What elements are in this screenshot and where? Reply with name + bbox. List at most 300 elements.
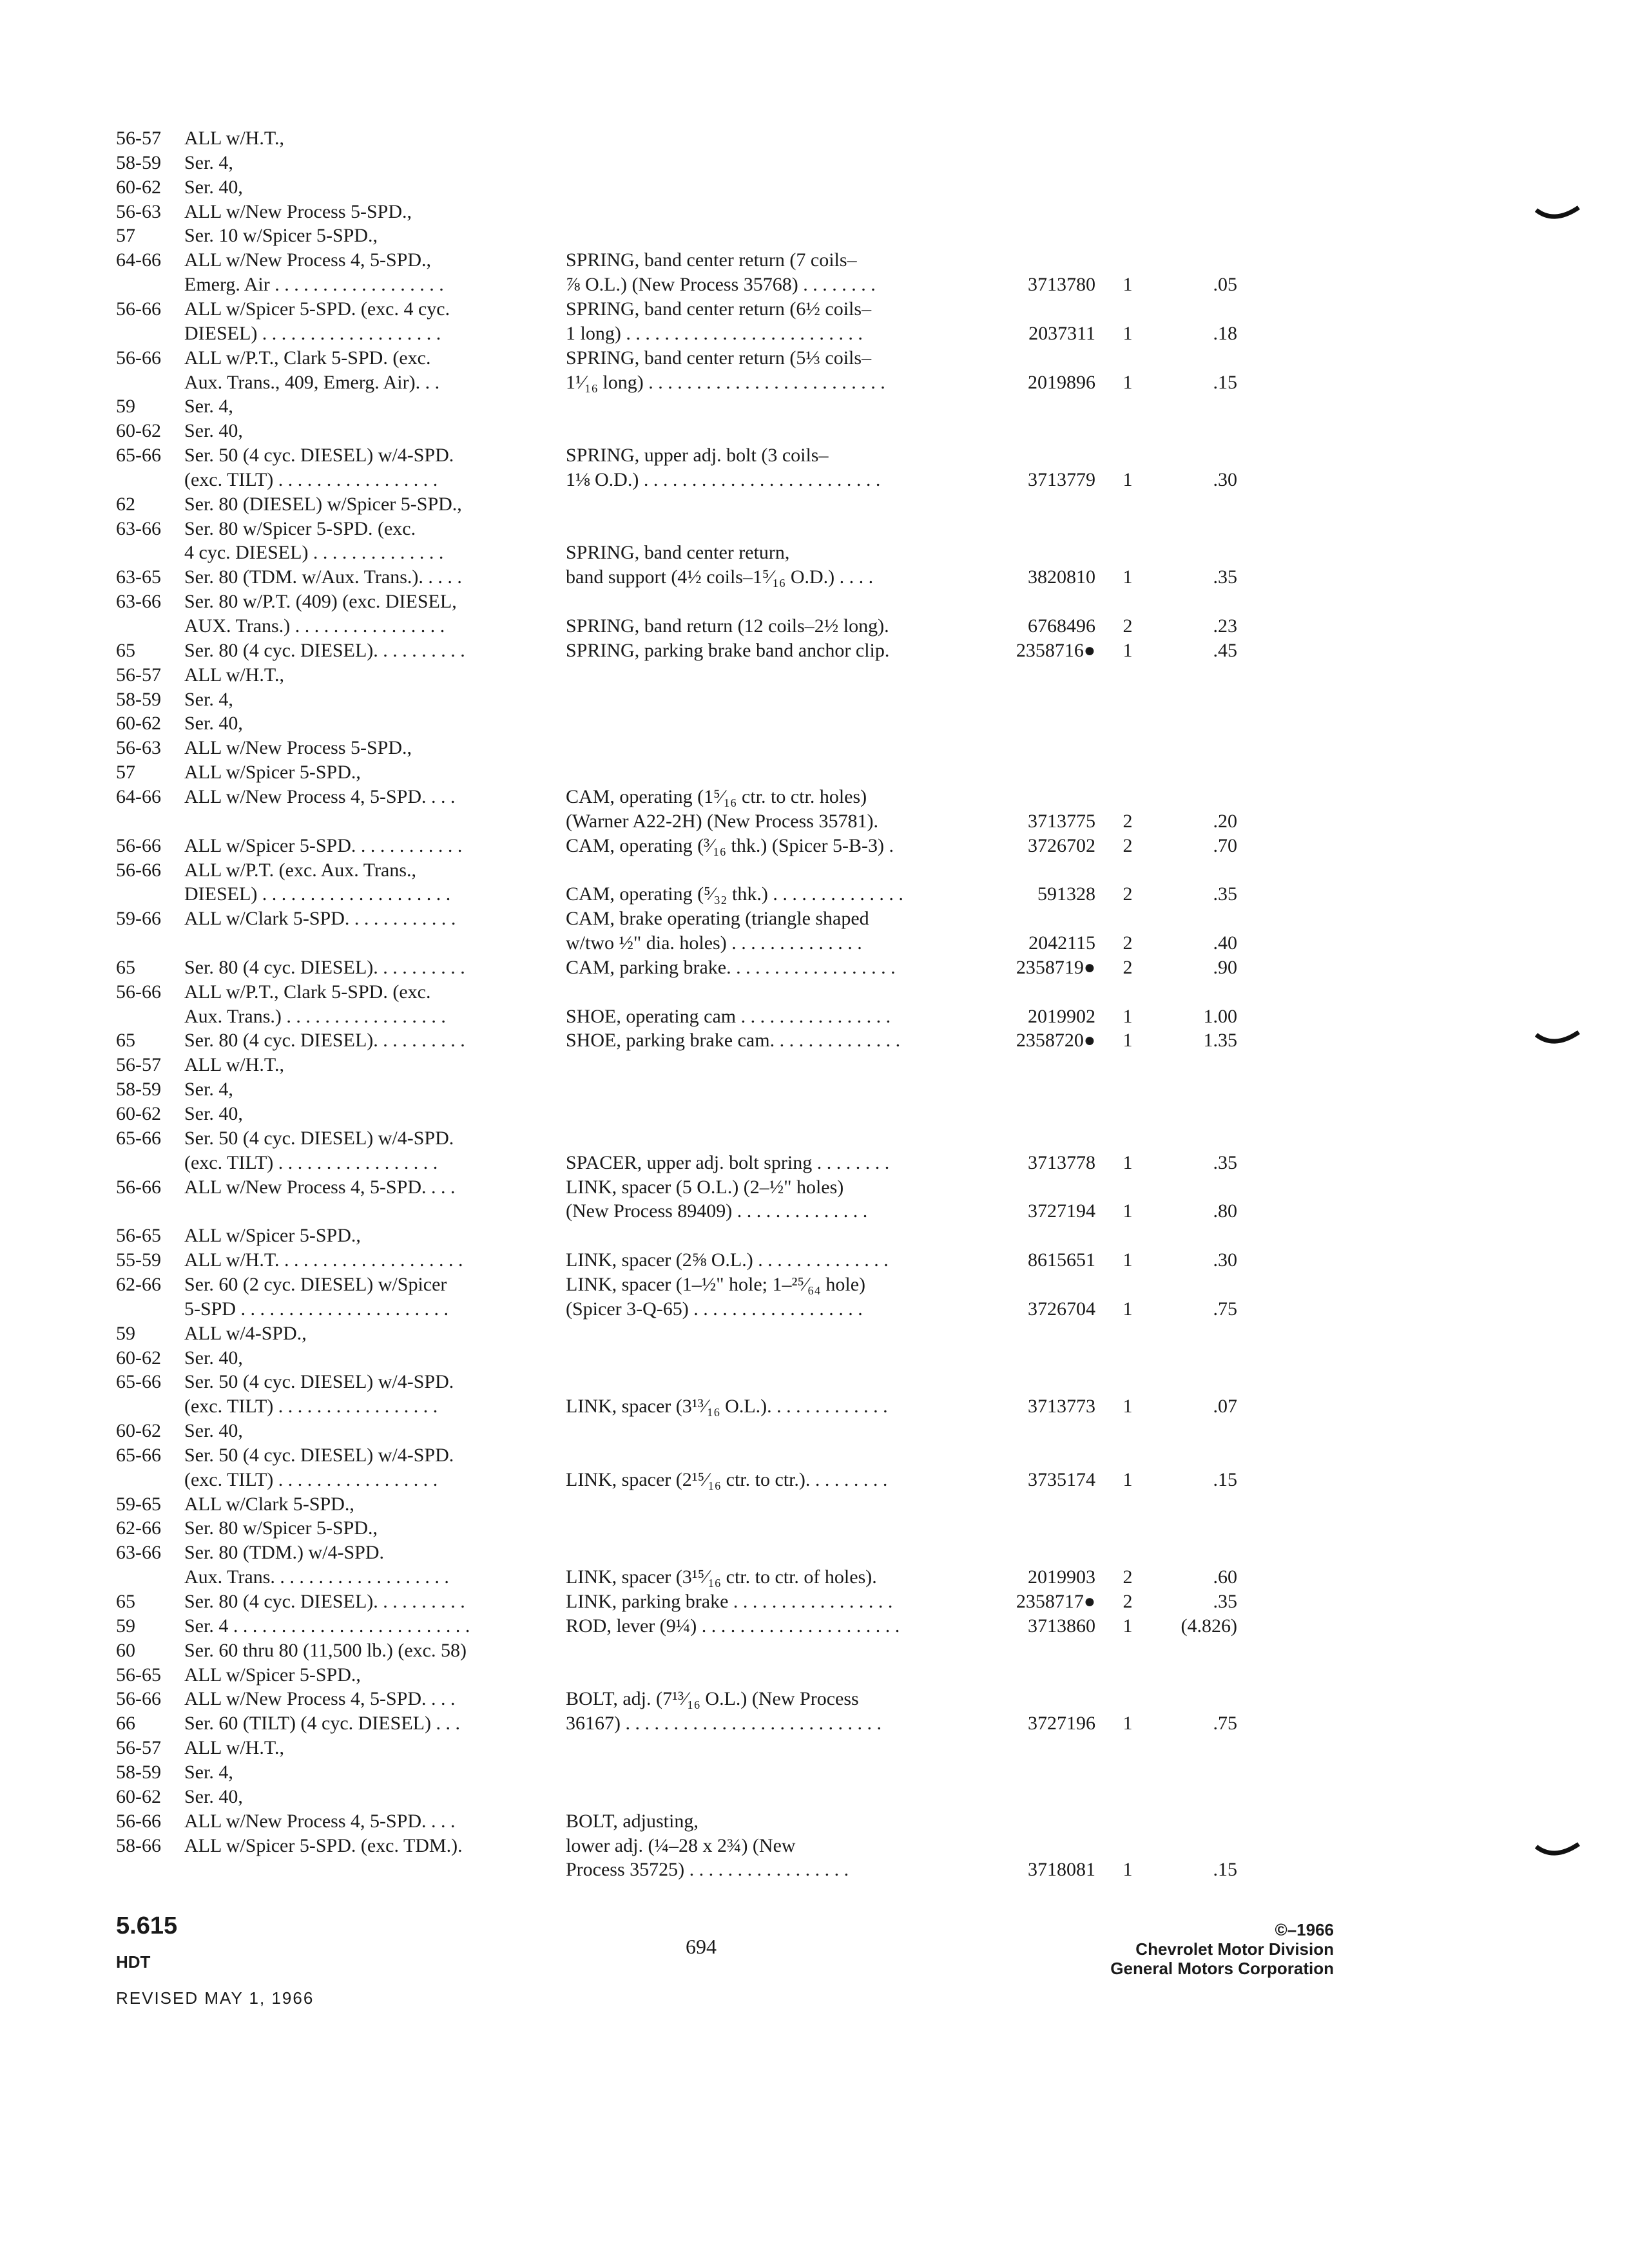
table-row xyxy=(0,370,1629,394)
application-cell: Ser. 50 (4 cyc. DIESEL) w/4-SPD. xyxy=(184,1371,454,1393)
model-year-cell: 56-57 xyxy=(116,664,161,686)
application-cell: Ser. 60 thru 80 (11,500 lb.) (exc. 58) xyxy=(184,1639,467,1661)
quantity-cell: 2 xyxy=(1123,956,1133,978)
model-year-cell: 60-62 xyxy=(116,176,161,198)
application-cell: ALL w/P.T., Clark 5-SPD. (exc. xyxy=(184,981,431,1003)
price-cell: .75 xyxy=(1213,1298,1237,1320)
table-row xyxy=(0,882,1629,906)
description-cell: SHOE, operating cam . . . . . . . . . . . . . . . . xyxy=(566,1005,891,1027)
application-cell: Ser. 80 (4 cyc. DIESEL). . . . . . . . . . xyxy=(184,1030,465,1052)
model-year-cell: 65-66 xyxy=(116,1444,161,1466)
part-number-cell: 3726704 xyxy=(1028,1298,1095,1320)
application-cell: (exc. TILT) . . . . . . . . . . . . . . . . . xyxy=(184,1151,438,1173)
application-cell: ALL w/H.T. . . . . . . . . . . . . . . . . . . . xyxy=(184,1249,463,1271)
table-row xyxy=(0,394,1629,418)
page-number: 694 xyxy=(686,1935,717,1958)
application-cell: Ser. 40, xyxy=(184,1420,243,1442)
application-cell: (exc. TILT) . . . . . . . . . . . . . . . . . xyxy=(184,1396,438,1418)
model-year-cell: 56-66 xyxy=(116,298,161,320)
application-cell: ALL w/Spicer 5-SPD., xyxy=(184,1664,361,1686)
part-number-cell: 3713779 xyxy=(1028,468,1095,490)
application-cell: Ser. 60 (2 cyc. DIESEL) w/Spicer xyxy=(184,1273,447,1295)
model-year-cell: 60-62 xyxy=(116,713,161,735)
application-cell: Ser. 4, xyxy=(184,151,233,173)
price-cell: .75 xyxy=(1213,1713,1237,1735)
application-cell: 5-SPD . . . . . . . . . . . . . . . . . . . . . . xyxy=(184,1298,449,1320)
application-cell: Ser. 80 w/P.T. (409) (exc. DIESEL, xyxy=(184,591,457,613)
quantity-cell: 1 xyxy=(1123,371,1133,393)
model-year-cell: 60 xyxy=(116,1639,135,1661)
model-year-cell: 65-66 xyxy=(116,445,161,466)
table-row xyxy=(0,858,1629,882)
description-cell: SPRING, band center return (7 coils– xyxy=(566,249,857,271)
table-row xyxy=(0,1321,1629,1345)
model-year-cell: 58-59 xyxy=(116,1761,161,1783)
table-row xyxy=(0,1028,1629,1052)
description-cell: lower adj. (¼–28 x 2¾) (New xyxy=(566,1834,796,1856)
model-year-cell: 60-62 xyxy=(116,1785,161,1807)
price-cell: .45 xyxy=(1213,639,1237,661)
description-cell: LINK, spacer (1–½" hole; 1–²⁵⁄₆₄ hole) xyxy=(566,1273,865,1295)
table-row xyxy=(0,1711,1629,1735)
quantity-cell: 1 xyxy=(1123,1615,1133,1637)
model-year-cell: 64-66 xyxy=(116,249,161,271)
table-row xyxy=(0,346,1629,370)
application-cell: Ser. 10 w/Spicer 5-SPD., xyxy=(184,225,378,247)
table-row xyxy=(0,1834,1629,1858)
application-cell: Ser. 50 (4 cyc. DIESEL) w/4-SPD. xyxy=(184,1127,454,1149)
part-number-cell: 3713860 xyxy=(1028,1615,1095,1637)
table-row xyxy=(0,1419,1629,1443)
application-cell: Ser. 4, xyxy=(184,688,233,710)
price-cell: .07 xyxy=(1213,1396,1237,1418)
description-cell: CAM, brake operating (triangle shaped xyxy=(566,908,869,930)
table-row xyxy=(0,590,1629,613)
binder-hole-mark-middle xyxy=(1535,1030,1580,1049)
price-cell: .35 xyxy=(1213,1591,1237,1612)
application-cell: Ser. 4, xyxy=(184,1761,233,1783)
application-cell: Ser. 4, xyxy=(184,396,233,418)
application-cell: Ser. 40, xyxy=(184,176,243,198)
model-year-cell: 59 xyxy=(116,396,135,418)
description-cell: SPRING, parking brake band anchor clip. xyxy=(566,639,890,661)
price-cell: .35 xyxy=(1213,883,1237,905)
table-row xyxy=(0,1004,1629,1028)
table-row xyxy=(0,151,1629,175)
description-cell: ⅞ O.L.) (New Process 35768) . . . . . . . . xyxy=(566,274,876,296)
application-cell: DIESEL) . . . . . . . . . . . . . . . . . . . . xyxy=(184,883,451,905)
quantity-cell: 1 xyxy=(1123,274,1133,296)
table-row xyxy=(0,1077,1629,1101)
model-year-cell: 58-59 xyxy=(116,1079,161,1100)
description-cell: band support (4½ coils–1⁵⁄₁₆ O.D.) . . . . xyxy=(566,566,874,588)
table-row xyxy=(0,809,1629,833)
quantity-cell: 2 xyxy=(1123,883,1133,905)
price-cell: .30 xyxy=(1213,468,1237,490)
quantity-cell: 1 xyxy=(1123,1151,1133,1173)
application-cell: ALL w/H.T., xyxy=(184,128,284,149)
model-year-cell: 65 xyxy=(116,639,135,661)
model-year-cell: 57 xyxy=(116,762,135,783)
application-cell: ALL w/New Process 4, 5-SPD. . . . xyxy=(184,1688,456,1710)
copyright-notice: ©–1966 xyxy=(1275,1920,1334,1939)
table-row xyxy=(0,492,1629,516)
table-row xyxy=(0,541,1629,564)
description-cell: LINK, spacer (3¹⁵⁄₁₆ ctr. to ctr. of holes). xyxy=(566,1566,877,1588)
table-row xyxy=(0,200,1629,224)
table-row xyxy=(0,419,1629,443)
application-cell: ALL w/New Process 4, 5-SPD., xyxy=(184,249,432,271)
model-year-cell: 65 xyxy=(116,1030,135,1052)
application-cell: Ser. 40, xyxy=(184,1347,243,1369)
quantity-cell: 2 xyxy=(1123,932,1133,954)
model-year-cell: 66 xyxy=(116,1713,135,1735)
table-row xyxy=(0,224,1629,247)
price-cell: .35 xyxy=(1213,1151,1237,1173)
model-year-cell: 56-57 xyxy=(116,1054,161,1076)
description-cell: BOLT, adj. (7¹³⁄₁₆ O.L.) (New Process xyxy=(566,1688,859,1710)
table-row xyxy=(0,1102,1629,1126)
model-year-cell: 65 xyxy=(116,1591,135,1612)
model-year-cell: 62-66 xyxy=(116,1273,161,1295)
application-cell: ALL w/P.T., Clark 5-SPD. (exc. xyxy=(184,347,431,369)
application-cell: ALL w/Spicer 5-SPD. (exc. 4 cyc. xyxy=(184,298,450,320)
application-cell: ALL w/H.T., xyxy=(184,664,284,686)
part-number-cell: 8615651 xyxy=(1028,1249,1095,1271)
application-cell: ALL w/New Process 5-SPD., xyxy=(184,737,412,759)
binder-hole-mark-top xyxy=(1535,205,1580,224)
application-cell: Ser. 40, xyxy=(184,713,243,735)
application-cell: ALL w/Spicer 5-SPD. (exc. TDM.). xyxy=(184,1834,463,1856)
description-cell: 1 long) . . . . . . . . . . . . . . . . . . . . . . . . . xyxy=(566,322,863,344)
application-cell: Aux. Trans., 409, Emerg. Air). . . xyxy=(184,371,440,393)
application-cell: ALL w/P.T. (exc. Aux. Trans., xyxy=(184,859,416,881)
model-year-cell: 64-66 xyxy=(116,785,161,807)
price-cell: .23 xyxy=(1213,615,1237,637)
quantity-cell: 1 xyxy=(1123,639,1133,661)
application-cell: Aux. Trans. . . . . . . . . . . . . . . . . . . xyxy=(184,1566,449,1588)
quantity-cell: 2 xyxy=(1123,834,1133,856)
table-row xyxy=(0,1516,1629,1540)
description-cell: LINK, parking brake . . . . . . . . . . . . . . . . . xyxy=(566,1591,893,1612)
description-cell: BOLT, adjusting, xyxy=(566,1810,699,1832)
part-number-cell: 3713778 xyxy=(1028,1151,1095,1173)
table-row xyxy=(0,1273,1629,1296)
model-year-cell: 65-66 xyxy=(116,1127,161,1149)
application-cell: 4 cyc. DIESEL) . . . . . . . . . . . . . . xyxy=(184,542,444,564)
table-row xyxy=(0,736,1629,760)
price-cell: .18 xyxy=(1213,322,1237,344)
part-number-cell: 3718081 xyxy=(1028,1859,1095,1881)
part-number-cell: 3713775 xyxy=(1028,810,1095,832)
table-row xyxy=(0,907,1629,930)
application-cell: AUX. Trans.) . . . . . . . . . . . . . . . . xyxy=(184,615,445,637)
quantity-cell: 2 xyxy=(1123,810,1133,832)
table-row xyxy=(0,1492,1629,1516)
application-cell: Emerg. Air . . . . . . . . . . . . . . . . . . xyxy=(184,274,444,296)
quantity-cell: 2 xyxy=(1123,1566,1133,1588)
quantity-cell: 1 xyxy=(1123,1298,1133,1320)
model-year-cell: 59 xyxy=(116,1322,135,1344)
quantity-cell: 1 xyxy=(1123,1030,1133,1052)
quantity-cell: 2 xyxy=(1123,615,1133,637)
table-row xyxy=(0,1175,1629,1199)
part-number-cell: 2019896 xyxy=(1028,371,1095,393)
table-row xyxy=(0,1199,1629,1223)
table-row xyxy=(0,980,1629,1004)
model-year-cell: 56-66 xyxy=(116,859,161,881)
model-year-cell: 60-62 xyxy=(116,1420,161,1442)
model-year-cell: 58-59 xyxy=(116,151,161,173)
model-year-cell: 59 xyxy=(116,1615,135,1637)
description-cell: SHOE, parking brake cam. . . . . . . . . . . . . . xyxy=(566,1030,901,1052)
part-number-cell: 2037311 xyxy=(1028,322,1095,344)
description-cell: w/two ½" dia. holes) . . . . . . . . . . . . . . xyxy=(566,932,862,954)
price-cell: .15 xyxy=(1213,1859,1237,1881)
price-cell: .15 xyxy=(1213,371,1237,393)
part-number-cell: 3726702 xyxy=(1028,834,1095,856)
application-cell: Ser. 40, xyxy=(184,420,243,442)
description-cell: 1¹⁄₁₆ long) . . . . . . . . . . . . . . . . . . . . . . . . . xyxy=(566,371,885,393)
model-year-cell: 60-62 xyxy=(116,1347,161,1369)
application-cell: ALL w/New Process 4, 5-SPD. . . . xyxy=(184,785,456,807)
description-cell: (New Process 89409) . . . . . . . . . . . . . . xyxy=(566,1200,868,1222)
model-year-cell: 56-63 xyxy=(116,200,161,222)
price-cell: 1.00 xyxy=(1203,1005,1237,1027)
model-year-cell: 59-65 xyxy=(116,1493,161,1515)
table-row xyxy=(0,1053,1629,1077)
application-cell: Ser. 80 (DIESEL) w/Spicer 5-SPD., xyxy=(184,493,462,515)
table-row xyxy=(0,175,1629,199)
application-cell: (exc. TILT) . . . . . . . . . . . . . . . . . xyxy=(184,468,438,490)
table-row xyxy=(0,1224,1629,1247)
table-row xyxy=(0,1468,1629,1492)
quantity-cell: 1 xyxy=(1123,468,1133,490)
price-cell: 1.35 xyxy=(1203,1030,1237,1052)
part-number-cell: 3735174 xyxy=(1028,1468,1095,1490)
application-cell: Ser. 50 (4 cyc. DIESEL) w/4-SPD. xyxy=(184,1444,454,1466)
description-cell: LINK, spacer (2¹⁵⁄₁₆ ctr. to ctr.). . . . . . . . . xyxy=(566,1468,888,1490)
model-year-cell: 63-66 xyxy=(116,1542,161,1564)
table-row xyxy=(0,1785,1629,1809)
part-number-cell: 6768496 xyxy=(1028,615,1095,637)
table-row xyxy=(0,468,1629,492)
application-cell: ALL w/New Process 5-SPD., xyxy=(184,200,412,222)
section-number: 5.615 xyxy=(116,1912,178,1939)
model-year-cell: 60-62 xyxy=(116,420,161,442)
table-row xyxy=(0,1346,1629,1370)
price-cell: .15 xyxy=(1213,1468,1237,1490)
table-row xyxy=(0,1614,1629,1638)
model-year-cell: 56-65 xyxy=(116,1225,161,1247)
application-cell: Ser. 80 w/Spicer 5-SPD. (exc. xyxy=(184,517,416,539)
description-cell: SPRING, band center return, xyxy=(566,542,790,564)
quantity-cell: 2 xyxy=(1123,1591,1133,1612)
description-cell: 36167) . . . . . . . . . . . . . . . . . . . . . . . . . . . xyxy=(566,1713,882,1735)
part-number-cell: 2358716● xyxy=(1016,639,1095,661)
table-row xyxy=(0,443,1629,467)
description-cell: SPRING, band return (12 coils–2½ long). xyxy=(566,615,889,637)
price-cell: .90 xyxy=(1213,956,1237,978)
price-cell: .80 xyxy=(1213,1200,1237,1222)
part-number-cell: 2358720● xyxy=(1016,1030,1095,1052)
table-row xyxy=(0,663,1629,687)
table-row xyxy=(0,273,1629,296)
price-cell: .05 xyxy=(1213,274,1237,296)
model-year-cell: 56-66 xyxy=(116,981,161,1003)
description-cell: LINK, spacer (5 O.L.) (2–½" holes) xyxy=(566,1176,844,1198)
price-cell: .20 xyxy=(1213,810,1237,832)
application-cell: ALL w/4-SPD., xyxy=(184,1322,307,1344)
application-cell: Ser. 80 (4 cyc. DIESEL). . . . . . . . . . xyxy=(184,1591,465,1612)
table-row xyxy=(0,1248,1629,1272)
description-cell: (Warner A22-2H) (New Process 35781). xyxy=(566,810,878,832)
corporation-name: General Motors Corporation xyxy=(1110,1959,1334,1978)
application-cell: ALL w/Clark 5-SPD. . . . . . . . . . . . xyxy=(184,908,456,930)
application-cell: Ser. 80 (4 cyc. DIESEL). . . . . . . . . . xyxy=(184,639,465,661)
table-row xyxy=(0,1590,1629,1613)
part-number-cell: 2042115 xyxy=(1028,932,1095,954)
table-row xyxy=(0,1370,1629,1394)
table-row xyxy=(0,565,1629,589)
part-number-cell: 3713780 xyxy=(1028,274,1095,296)
model-year-cell: 58-59 xyxy=(116,688,161,710)
quantity-cell: 1 xyxy=(1123,1200,1133,1222)
price-cell: .40 xyxy=(1213,932,1237,954)
table-row xyxy=(0,956,1629,979)
description-cell: SPRING, upper adj. bolt (3 coils– xyxy=(566,445,829,466)
table-row xyxy=(0,785,1629,809)
part-number-cell: 2019903 xyxy=(1028,1566,1095,1588)
model-year-cell: 57 xyxy=(116,225,135,247)
model-year-cell: 60-62 xyxy=(116,1103,161,1124)
application-cell: Ser. 80 (4 cyc. DIESEL). . . . . . . . . . xyxy=(184,956,465,978)
application-cell: Ser. 60 (TILT) (4 cyc. DIESEL) . . . xyxy=(184,1713,460,1735)
application-cell: Aux. Trans.) . . . . . . . . . . . . . . . . . xyxy=(184,1005,446,1027)
part-number-cell: 591328 xyxy=(1037,883,1095,905)
description-cell: ROD, lever (9¼) . . . . . . . . . . . . . . . . . . . . . xyxy=(566,1615,900,1637)
part-number-cell: 3820810 xyxy=(1028,566,1095,588)
application-cell: ALL w/Spicer 5-SPD., xyxy=(184,762,361,783)
part-number-cell: 2358719● xyxy=(1016,956,1095,978)
table-row xyxy=(0,1809,1629,1833)
division-name: Chevrolet Motor Division xyxy=(1135,1939,1334,1959)
model-year-cell: 56-65 xyxy=(116,1664,161,1686)
model-year-cell: 56-57 xyxy=(116,128,161,149)
model-year-cell: 58-66 xyxy=(116,1834,161,1856)
quantity-cell: 1 xyxy=(1123,1005,1133,1027)
application-cell: Ser. 40, xyxy=(184,1103,243,1124)
model-year-cell: 55-59 xyxy=(116,1249,161,1271)
table-row xyxy=(0,322,1629,345)
application-cell: Ser. 80 (TDM. w/Aux. Trans.). . . . . xyxy=(184,566,462,588)
table-row xyxy=(0,1443,1629,1467)
model-year-cell: 56-66 xyxy=(116,834,161,856)
part-number-cell: 3727194 xyxy=(1028,1200,1095,1222)
table-row xyxy=(0,1565,1629,1589)
table-row xyxy=(0,1394,1629,1418)
table-row xyxy=(0,297,1629,321)
application-cell: Ser. 80 (TDM.) w/4-SPD. xyxy=(184,1542,385,1564)
table-row xyxy=(0,760,1629,784)
model-year-cell: 56-66 xyxy=(116,1810,161,1832)
table-row xyxy=(0,687,1629,711)
price-cell: .70 xyxy=(1213,834,1237,856)
description-cell: (Spicer 3-Q-65) . . . . . . . . . . . . . . . . . . xyxy=(566,1298,863,1320)
table-row xyxy=(0,1297,1629,1321)
application-cell: Ser. 80 w/Spicer 5-SPD., xyxy=(184,1517,378,1539)
application-cell: ALL w/New Process 4, 5-SPD. . . . xyxy=(184,1810,456,1832)
application-cell: Ser. 4, xyxy=(184,1079,233,1100)
model-year-cell: 65 xyxy=(116,956,135,978)
description-cell: CAM, operating (³⁄₁₆ thk.) (Spicer 5-B-3) . xyxy=(566,834,894,856)
quantity-cell: 1 xyxy=(1123,1396,1133,1418)
part-number-cell: 2358717● xyxy=(1016,1591,1095,1612)
model-year-cell: 59-66 xyxy=(116,908,161,930)
model-year-cell: 56-66 xyxy=(116,347,161,369)
part-number-cell: 3727196 xyxy=(1028,1713,1095,1735)
application-cell: ALL w/New Process 4, 5-SPD. . . . xyxy=(184,1176,456,1198)
application-cell: ALL w/H.T., xyxy=(184,1054,284,1076)
table-row xyxy=(0,1639,1629,1662)
table-row xyxy=(0,1760,1629,1784)
model-year-cell: 56-63 xyxy=(116,737,161,759)
application-cell: ALL w/Spicer 5-SPD., xyxy=(184,1225,361,1247)
table-row xyxy=(0,1126,1629,1150)
binder-hole-mark-bottom xyxy=(1535,1841,1580,1861)
application-cell: ALL w/Clark 5-SPD., xyxy=(184,1493,354,1515)
model-year-cell: 62 xyxy=(116,493,135,515)
price-cell: .60 xyxy=(1213,1566,1237,1588)
table-row xyxy=(0,614,1629,638)
quantity-cell: 1 xyxy=(1123,1249,1133,1271)
description-cell: SPACER, upper adj. bolt spring . . . . . . . . xyxy=(566,1151,890,1173)
application-cell: Ser. 4 . . . . . . . . . . . . . . . . . . . . . . . . . xyxy=(184,1615,470,1637)
description-cell: Process 35725) . . . . . . . . . . . . . . . . . xyxy=(566,1859,849,1881)
table-row xyxy=(0,834,1629,858)
quantity-cell: 1 xyxy=(1123,1468,1133,1490)
revision-date: REVISED MAY 1, 1966 xyxy=(116,1988,314,2008)
description-cell: CAM, operating (⁵⁄₃₂ thk.) . . . . . . . . . . . . . . xyxy=(566,883,903,905)
application-cell: ALL w/Spicer 5-SPD. . . . . . . . . . . . xyxy=(184,834,463,856)
table-row xyxy=(0,1151,1629,1175)
table-row xyxy=(0,126,1629,150)
application-cell: ALL w/H.T., xyxy=(184,1737,284,1759)
description-cell: SPRING, band center return (6½ coils– xyxy=(566,298,872,320)
table-row xyxy=(0,1687,1629,1711)
table-row xyxy=(0,1663,1629,1687)
price-cell: .35 xyxy=(1213,566,1237,588)
table-row xyxy=(0,1541,1629,1564)
application-cell: (exc. TILT) . . . . . . . . . . . . . . . . . xyxy=(184,1468,438,1490)
model-year-cell: 63-66 xyxy=(116,517,161,539)
model-year-cell: 65-66 xyxy=(116,1371,161,1393)
table-row xyxy=(0,711,1629,735)
model-year-cell: 62-66 xyxy=(116,1517,161,1539)
quantity-cell: 1 xyxy=(1123,1859,1133,1881)
application-cell: Ser. 40, xyxy=(184,1785,243,1807)
application-cell: Ser. 50 (4 cyc. DIESEL) w/4-SPD. xyxy=(184,445,454,466)
price-cell: .30 xyxy=(1213,1249,1237,1271)
table-row xyxy=(0,1858,1629,1881)
part-number-cell: 2019902 xyxy=(1028,1005,1095,1027)
price-cell: (4.826) xyxy=(1181,1615,1237,1637)
model-year-cell: 63-66 xyxy=(116,591,161,613)
model-year-cell: 56-57 xyxy=(116,1737,161,1759)
description-cell: 1⅛ O.D.) . . . . . . . . . . . . . . . . . . . . . . . . . xyxy=(566,468,881,490)
description-cell: CAM, parking brake. . . . . . . . . . . . . . . . . . xyxy=(566,956,896,978)
description-cell: SPRING, band center return (5⅓ coils– xyxy=(566,347,872,369)
